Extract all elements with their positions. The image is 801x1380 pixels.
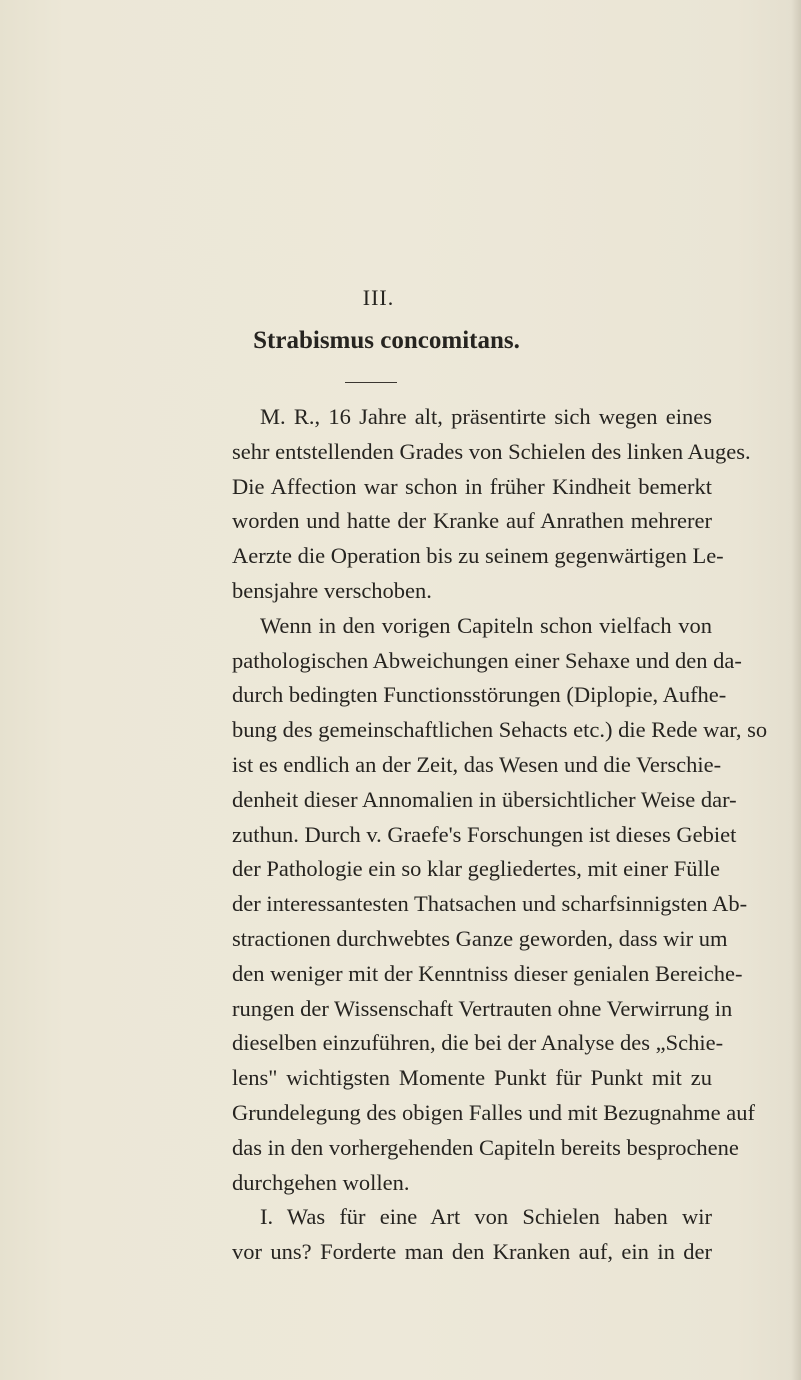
text-line: der interessantesten Thatsachen und scharfsinnigsten Ab-	[232, 891, 748, 917]
text-line: pathologischen Abweichungen einer Sehaxe und den da-	[232, 647, 742, 673]
text-line: I. Was für eine Art von Schielen haben wir	[260, 1204, 712, 1230]
text-line: denheit dieser Annomalien in übersichtlicher Weise dar-	[232, 786, 737, 812]
text-line: vor uns? Forderte man den Kranken auf, ein in der	[232, 1239, 712, 1265]
page-edge-shadow	[791, 0, 801, 1380]
text-line: den weniger mit der Kenntniss dieser genialen Bereiche-	[232, 960, 743, 986]
text-line: Grundelegung des obigen Falles und mit Bezugnahme auf	[232, 1099, 756, 1125]
text-line: Die Affection war schon in früher Kindheit bemerkt	[232, 473, 712, 499]
text-line: Aerzte die Operation bis zu seinem gegenwärtigen Le-	[232, 543, 724, 569]
text-line: bensjahre verschoben.	[232, 577, 432, 603]
text-line: das in den vorhergehenden Capiteln bereits besprochene	[232, 1134, 739, 1160]
title-divider	[345, 382, 397, 383]
chapter-title: Strabismus concomitans.	[253, 327, 520, 354]
text-line: durchgehen wollen.	[232, 1169, 410, 1195]
text-line: M. R., 16 Jahre alt, präsentirte sich wegen eines	[260, 404, 712, 429]
text-line: lens" wichtigsten Momente Punkt für Punkt mit zu	[232, 1065, 712, 1091]
text-line: worden und hatte der Kranke auf Anrathen mehrerer	[232, 508, 712, 534]
text-line: dieselben einzuführen, die bei der Analyse des „Schie-	[232, 1030, 724, 1056]
body-text	[232, 400, 768, 1270]
chapter-number: III.	[362, 285, 395, 310]
text-line: der Pathologie ein so klar gegliedertes, mit einer Fülle	[232, 856, 720, 882]
text-line: zuthun. Durch v. Graefe's Forschungen ist dieses Gebiet	[232, 821, 737, 847]
text-line: rungen der Wissenschaft Vertrauten ohne Verwirrung in	[232, 995, 733, 1021]
text-line: stractionen durchwebtes Ganze geworden, dass wir um	[232, 925, 728, 951]
text-line: durch bedingten Functionsstörungen (Diplopie, Aufhe-	[232, 682, 727, 708]
text-line: Wenn in den vorigen Capiteln schon vielfach von	[260, 612, 712, 638]
text-line: ist es endlich an der Zeit, das Wesen und die Verschie-	[232, 751, 722, 777]
text-line: bung des gemeinschaftlichen Sehacts etc.) die Rede war, so	[232, 717, 768, 743]
text-line: sehr entstellenden Grades von Schielen des linken Auges.	[232, 438, 751, 464]
